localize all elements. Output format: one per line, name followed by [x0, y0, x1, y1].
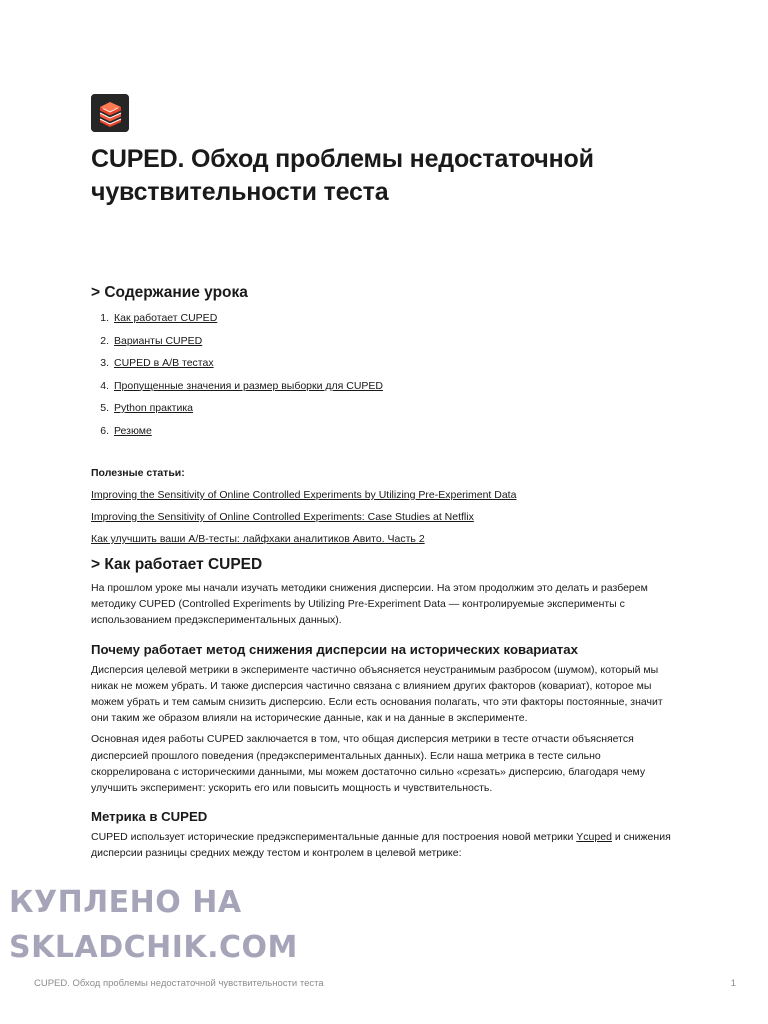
footer-title: CUPED. Обход проблемы недостаточной чувствительности теста [34, 978, 324, 989]
paragraph: Дисперсия целевой метрики в эксперименте частично объясняется неустранимым разбросом (шумом), который мы никак не можем убрать. И также дисперсия частично связана с влиянием других факторов (ковариат), которое мы можем убрать и тем самым снизить дисперсию. Если есть основания полагать, что эти факторы постоянные, значит они таким же образом влияли на исторические данные, как и на данные в эксперименте. [91, 663, 663, 725]
toc-link-cuped-ab-tests[interactable]: CUPED в A/B тестах [114, 357, 214, 369]
toc-item-number: 2. [100, 334, 109, 347]
toc-heading: > Содержание урока [91, 284, 248, 301]
toc-item [91, 379, 681, 402]
article-link-netflix[interactable]: Improving the Sensitivity of Online Controlled Experiments: Case Studies at Netflix [91, 511, 474, 523]
paragraph-text: CUPED использует исторические предэкспериментальные данные для построения новой метрики [91, 831, 577, 844]
toc-item [91, 356, 681, 379]
section-heading-how-cuped-works: > Как работает CUPED [91, 556, 263, 573]
watermark-line1: КУПЛЕНО НА [9, 885, 242, 920]
page-title-line2: чувствительности теста [91, 178, 389, 206]
toc-item-number: 1. [100, 312, 109, 324]
toc-item-number: 4. [100, 379, 109, 392]
article-link-avito[interactable]: Как улучшить ваши A/B-тесты: лайфхаки аналитиков Авито. Часть 2 [91, 533, 425, 545]
paragraph [91, 829, 681, 861]
section-heading-why: Почему работает метод снижения дисперсии на исторических ковариатах [91, 641, 578, 657]
paragraph: Основная идея работы CUPED заключается в том, что общая дисперсия метрики в тесте отчасти объясняется дисперсией прошлого поведения (предэкспериментальных данных). Если наша метрика в тесте сильно скоррелирована с историческими данными, мы можем достаточно сильно «срезать» дисперсию, благодаря чему улучшить эксперимент: ускорить его или повысить мощность и чувствительность. [91, 733, 646, 795]
section-heading-metric: Метрика в CUPED [91, 809, 208, 825]
paragraph: На прошлом уроке мы начали изучать методики снижения дисперсии. На этом продолжим это делать и разберем методику CUPED (Controlled Experiments by Utilizing Pre-Experiment Data — контролируемые эксперименты с использованием предэкспериментальных данных). [91, 582, 648, 627]
toc-item [91, 424, 681, 447]
toc-link-missing-values[interactable]: Пропущенные значения и размер выборки для CUPED [114, 379, 384, 392]
toc-item [91, 334, 681, 357]
toc-item [91, 401, 681, 424]
table-of-contents [91, 311, 681, 446]
page-number: 1 [730, 978, 736, 989]
page-title-line1: CUPED. Обход проблемы недостаточной [91, 145, 594, 173]
watermark [9, 880, 298, 970]
toc-link-cuped-variants[interactable]: Варианты CUPED [114, 334, 203, 347]
page-footer [34, 978, 736, 989]
document-body [91, 282, 681, 862]
toc-item-number: 6. [100, 424, 109, 437]
toc-item [91, 311, 681, 334]
toc-link-python-practice[interactable]: Python практика [114, 402, 194, 414]
toc-item-number: 3. [100, 357, 109, 369]
watermark-line2: SKLADCHIK.COM [9, 930, 298, 965]
useful-articles-title: Полезные статьи: [91, 467, 185, 479]
article-link-microsoft[interactable]: Improving the Sensitivity of Online Controlled Experiments by Utilizing Pre-Experiment Data [91, 489, 517, 501]
toc-link-how-cuped-works[interactable]: Как работает CUPED [114, 312, 218, 324]
toc-item-number: 5. [100, 402, 109, 414]
page-title [91, 143, 691, 209]
ycuped-term: Ycuped [576, 831, 612, 844]
toc-link-summary[interactable]: Резюме [114, 424, 152, 437]
book-stack-icon [91, 94, 129, 132]
paragraph-text: и снижения дисперсии разницы средних между тестом и контролем в целевой метрике: [91, 831, 671, 860]
